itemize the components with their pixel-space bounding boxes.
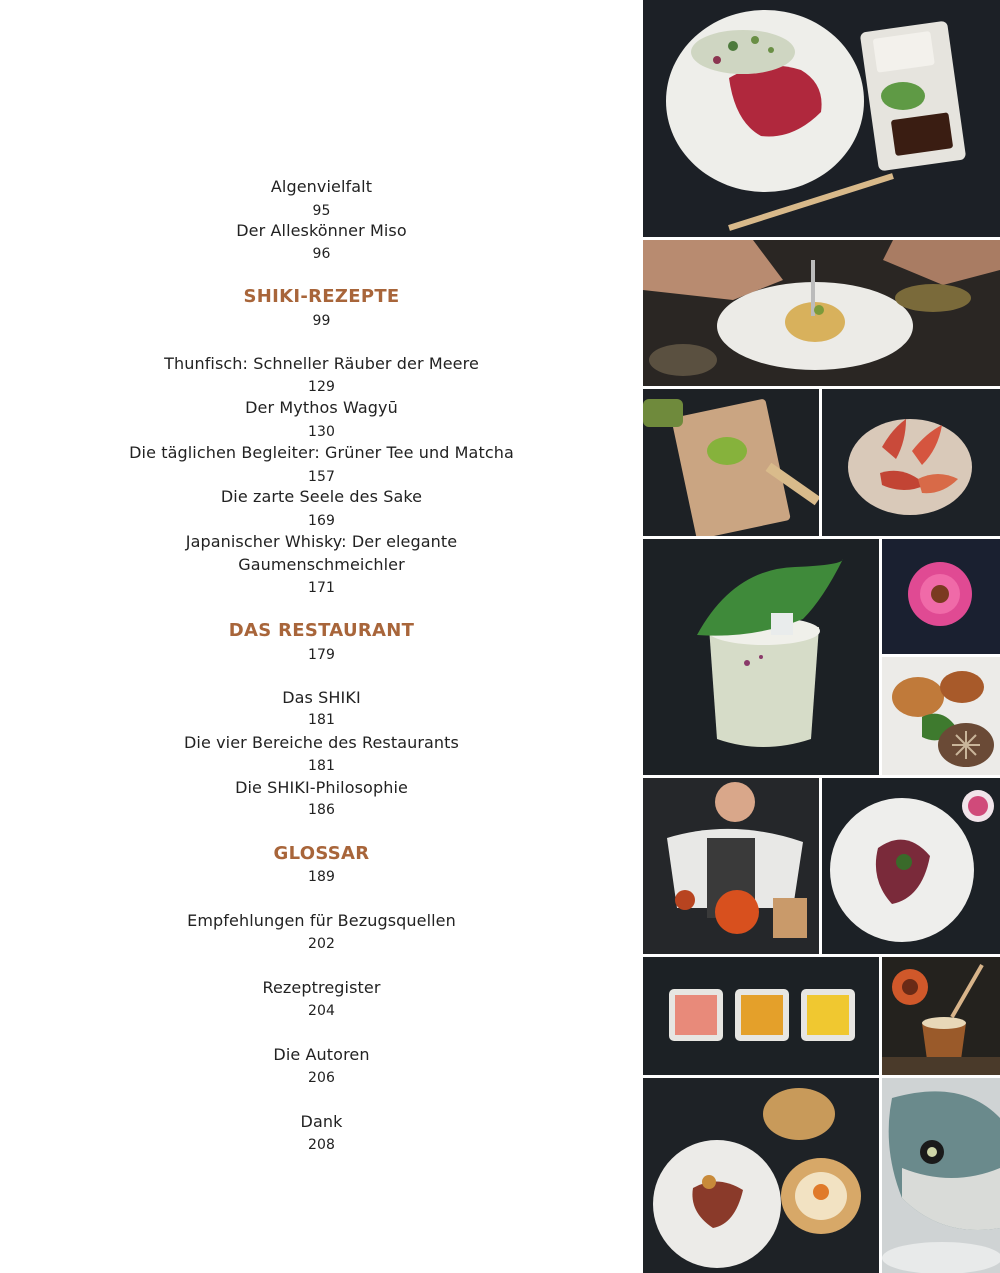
- toc-entry-title: Die zarte Seele des Sake: [220, 487, 423, 506]
- photo-dim-sum-basket-plate: [643, 1078, 879, 1273]
- toc-entry-title: Der Mythos Wagyū: [245, 398, 398, 417]
- toc-entry-page: 189: [307, 869, 336, 885]
- toc-entry-page: 95: [312, 203, 331, 219]
- toc-entry-page: 181: [307, 758, 336, 774]
- toc-entry-title-line2: Gaumenschmeichler: [238, 555, 405, 574]
- toc-entry-page: 202: [307, 936, 336, 952]
- photo-shiso-cocktail-glass: [643, 539, 879, 775]
- toc-entry-title: Rezeptregister: [262, 978, 381, 997]
- toc-entry-title: Das SHIKI: [282, 688, 361, 707]
- toc-section-heading: GLOSSAR: [273, 843, 370, 864]
- toc-entry-title: Dank: [300, 1112, 343, 1131]
- toc-entry-page: 130: [307, 424, 336, 440]
- photo-three-pickle-trays: [643, 957, 879, 1075]
- toc-entry-title: Der Alleskönner Miso: [236, 221, 407, 240]
- toc-entry-title: Die SHIKI-Philosophie: [235, 778, 408, 797]
- photo-mushroom-garnish-dish: [882, 657, 1000, 775]
- toc-section-heading: SHIKI-REZEPTE: [243, 286, 400, 307]
- toc-entry-title: Die vier Bereiche des Restaurants: [184, 733, 459, 752]
- toc-entry-page: 96: [312, 246, 331, 262]
- photo-flower-cocktail: [882, 957, 1000, 1075]
- toc-entry-page: 179: [307, 647, 336, 663]
- toc-entry-page: 186: [307, 802, 336, 818]
- toc-entry-page: 181: [307, 712, 336, 728]
- toc-entry-title-line1: Japanischer Whisky: Der elegante: [185, 532, 458, 551]
- toc-section-heading: DAS RESTAURANT: [228, 620, 415, 641]
- toc-entry-title: Algenvielfalt: [270, 177, 373, 196]
- toc-entry-title: Die Autoren: [273, 1045, 370, 1064]
- toc-entry-page: 208: [307, 1137, 336, 1153]
- toc-entry-page: 157: [307, 469, 336, 485]
- photo-wagyu-plate-with-soy-sauce: [643, 0, 1000, 237]
- photo-fish-head-on-ice: [882, 1078, 1000, 1273]
- toc-entry-title: Die täglichen Begleiter: Grüner Tee und Matcha: [129, 443, 514, 462]
- photo-chef-cutting-pumpkin: [643, 778, 819, 954]
- toc-entry-title: Empfehlungen für Bezugsquellen: [187, 911, 456, 930]
- toc-entry-page: 169: [307, 513, 336, 529]
- toc-entry-title: Thunfisch: Schneller Räuber der Meere: [164, 354, 479, 373]
- toc-entry-page: 99: [312, 313, 331, 329]
- toc-entry-page: 129: [307, 379, 336, 395]
- toc-entry-page: 171: [307, 580, 336, 596]
- photo-pickled-shallots-bowl: [822, 389, 1000, 536]
- toc-entry-page: 206: [307, 1070, 336, 1086]
- photo-wasabi-grater: [643, 389, 819, 536]
- toc-entry-page: 204: [307, 1003, 336, 1019]
- photo-gallery: [643, 0, 1000, 1273]
- photo-pink-gerbera-flower: [882, 539, 1000, 654]
- photo-chef-plating-dish: [643, 240, 1000, 386]
- photo-plated-dish-with-sauce: [822, 778, 1000, 954]
